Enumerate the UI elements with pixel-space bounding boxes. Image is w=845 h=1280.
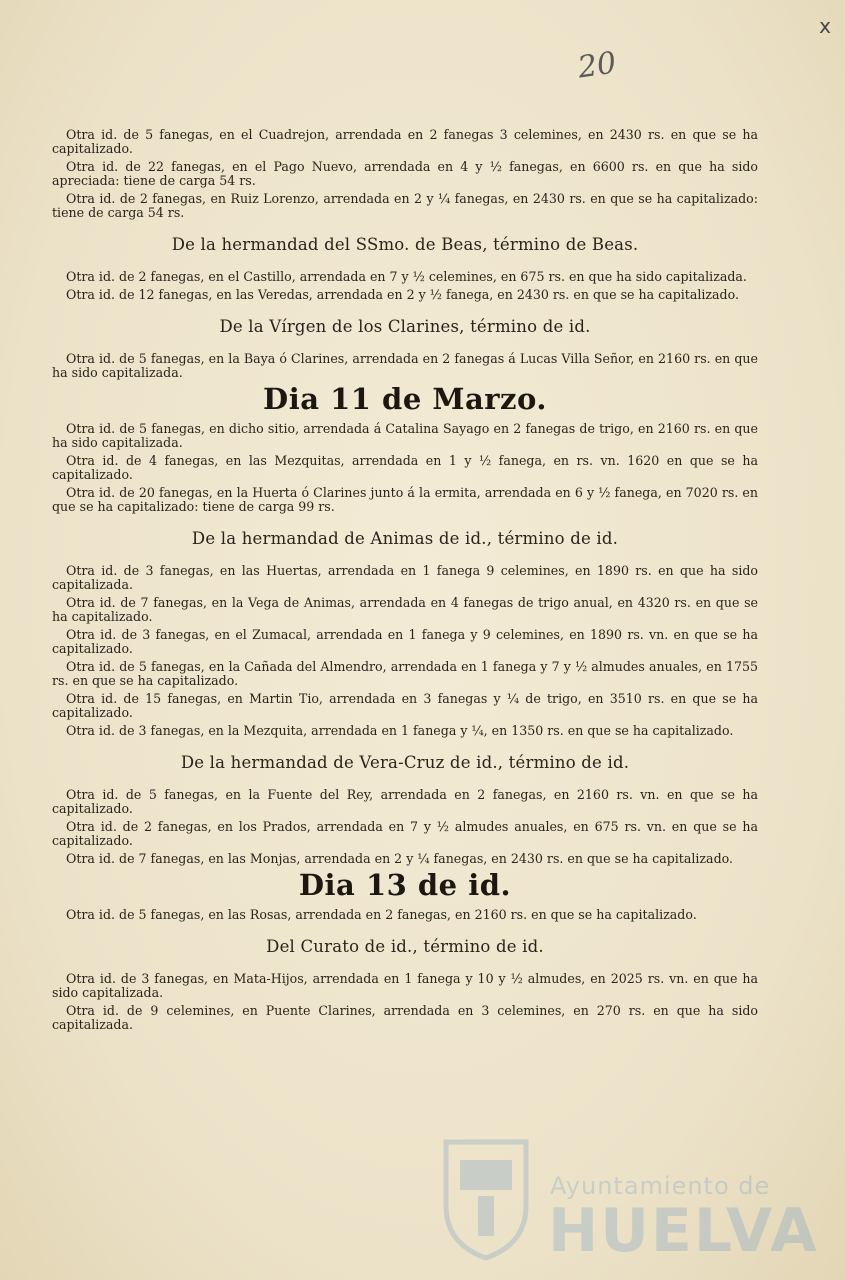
archive-watermark	[438, 1136, 819, 1266]
property-entry: Otra id. de 9 celemines, en Puente Clarines, arrendada en 3 celemines, en 270 rs. en que ha sido capitalizada.	[52, 1003, 758, 1032]
watermark-line2: HUELVA	[548, 1196, 819, 1266]
property-entry: Otra id. de 5 fanegas, en la Fuente del Rey, arrendada en 2 fanegas, en 2160 rs. vn. en que se ha capitalizado.	[52, 787, 758, 816]
property-entry: Otra id. de 5 fanegas, en la Cañada del Almendro, arrendada en 1 fanega y 7 y ½ almudes anuales, en 1755 rs. en que se ha capitalizado.	[52, 659, 758, 688]
day-heading: Dia 13 de id.	[298, 868, 512, 902]
section-title: De la Vírgen de los Clarines, término de id.	[219, 317, 591, 336]
property-entry: Otra id. de 3 fanegas, en la Mezquita, arrendada en 1 fanega y ¼, en 1350 rs. en que se ha capitalizado.	[66, 723, 734, 738]
corner-pencil-mark: x	[819, 14, 831, 38]
property-entry: Otra id. de 3 fanegas, en las Huertas, arrendada en 1 fanega 9 celemines, en 1890 rs. en que ha sido capitalizada.	[52, 563, 758, 592]
property-entry: Otra id. de 2 fanegas, en los Prados, arrendada en 7 y ½ almudes anuales, en 675 rs. vn. en que se ha capitalizado.	[52, 819, 758, 848]
property-entry: Otra id. de 5 fanegas, en las Rosas, arrendada en 2 fanegas, en 2160 rs. en que se ha capitalizado.	[66, 907, 697, 922]
property-entry: Otra id. de 7 fanegas, en la Vega de Animas, arrendada en 4 fanegas de trigo anual, en 4320 rs. en que se ha capitalizado.	[52, 595, 758, 624]
day-heading: Dia 11 de Marzo.	[263, 382, 547, 416]
handwritten-folio-number: 20	[575, 45, 619, 86]
property-entry: Otra id. de 3 fanegas, en Mata-Hijos, arrendada en 1 fanega y 10 y ½ almudes, en 2025 rs. vn. en que ha sido capitalizada.	[52, 971, 758, 1000]
coat-of-arms-icon	[438, 1136, 534, 1262]
property-entry: Otra id. de 15 fanegas, en Martin Tio, arrendada en 3 fanegas y ¼ de trigo, en 3510 rs. en que se ha capitalizado.	[52, 691, 758, 720]
property-entry: Otra id. de 2 fanegas, en Ruiz Lorenzo, arrendada en 2 y ¼ fanegas, en 2430 rs. en que se ha capitalizado: tiene de carga 54 rs.	[52, 191, 758, 220]
watermark-line1: Ayuntamiento de	[550, 1172, 771, 1200]
section-title: De la hermandad de Vera-Cruz de id., término de id.	[180, 753, 630, 772]
property-entry: Otra id. de 5 fanegas, en dicho sitio, arrendada á Catalina Sayago en 2 fanegas de trigo, en 2160 rs. en que ha sido capitalizada.	[52, 421, 758, 450]
property-entry: Otra id. de 7 fanegas, en las Monjas, arrendada en 2 y ¼ fanegas, en 2430 rs. en que se ha capitalizado.	[66, 851, 733, 866]
section-title: De la hermandad del SSmo. de Beas, término de Beas.	[171, 235, 639, 254]
property-entry: Otra id. de 5 fanegas, en la Baya ó Clarines, arrendada en 2 fanegas á Lucas Villa Señor, en 2160 rs. en que ha sido capitalizada.	[52, 351, 758, 380]
entry-group	[52, 128, 758, 220]
section-title: De la hermandad de Animas de id., término de id.	[191, 529, 619, 548]
property-entry: Otra id. de 5 fanegas, en el Cuadrejon, arrendada en 2 fanegas 3 celemines, en 2430 rs. en que se ha capitalizado.	[52, 127, 758, 156]
property-entry: Otra id. de 20 fanegas, en la Huerta ó Clarines junto á la ermita, arrendada en 6 y ½ fanega, en 7020 rs. en que se ha capitalizado: tiene de carga 99 rs.	[52, 485, 758, 514]
property-entry: Otra id. de 22 fanegas, en el Pago Nuevo, arrendada en 4 y ½ fanegas, en 6600 rs. en que ha sido apreciada: tiene de carga 54 rs.	[52, 159, 758, 188]
property-entry: Otra id. de 3 fanegas, en el Zumacal, arrendada en 1 fanega y 9 celemines, en 1890 rs. vn. en que se ha capitalizado.	[52, 627, 758, 656]
property-entry: Otra id. de 12 fanegas, en las Veredas, arrendada en 2 y ½ fanega, en 2430 rs. en que se ha capitalizado.	[66, 287, 739, 302]
property-entry: Otra id. de 4 fanegas, en las Mezquitas, arrendada en 1 y ½ fanega, en rs. vn. 1620 en que se ha capitalizado.	[52, 453, 758, 482]
document-body	[52, 128, 758, 1036]
section-title: Del Curato de id., término de id.	[266, 937, 544, 956]
property-entry: Otra id. de 2 fanegas, en el Castillo, arrendada en 7 y ½ celemines, en 675 rs. en que ha sido capitalizada.	[66, 269, 747, 284]
